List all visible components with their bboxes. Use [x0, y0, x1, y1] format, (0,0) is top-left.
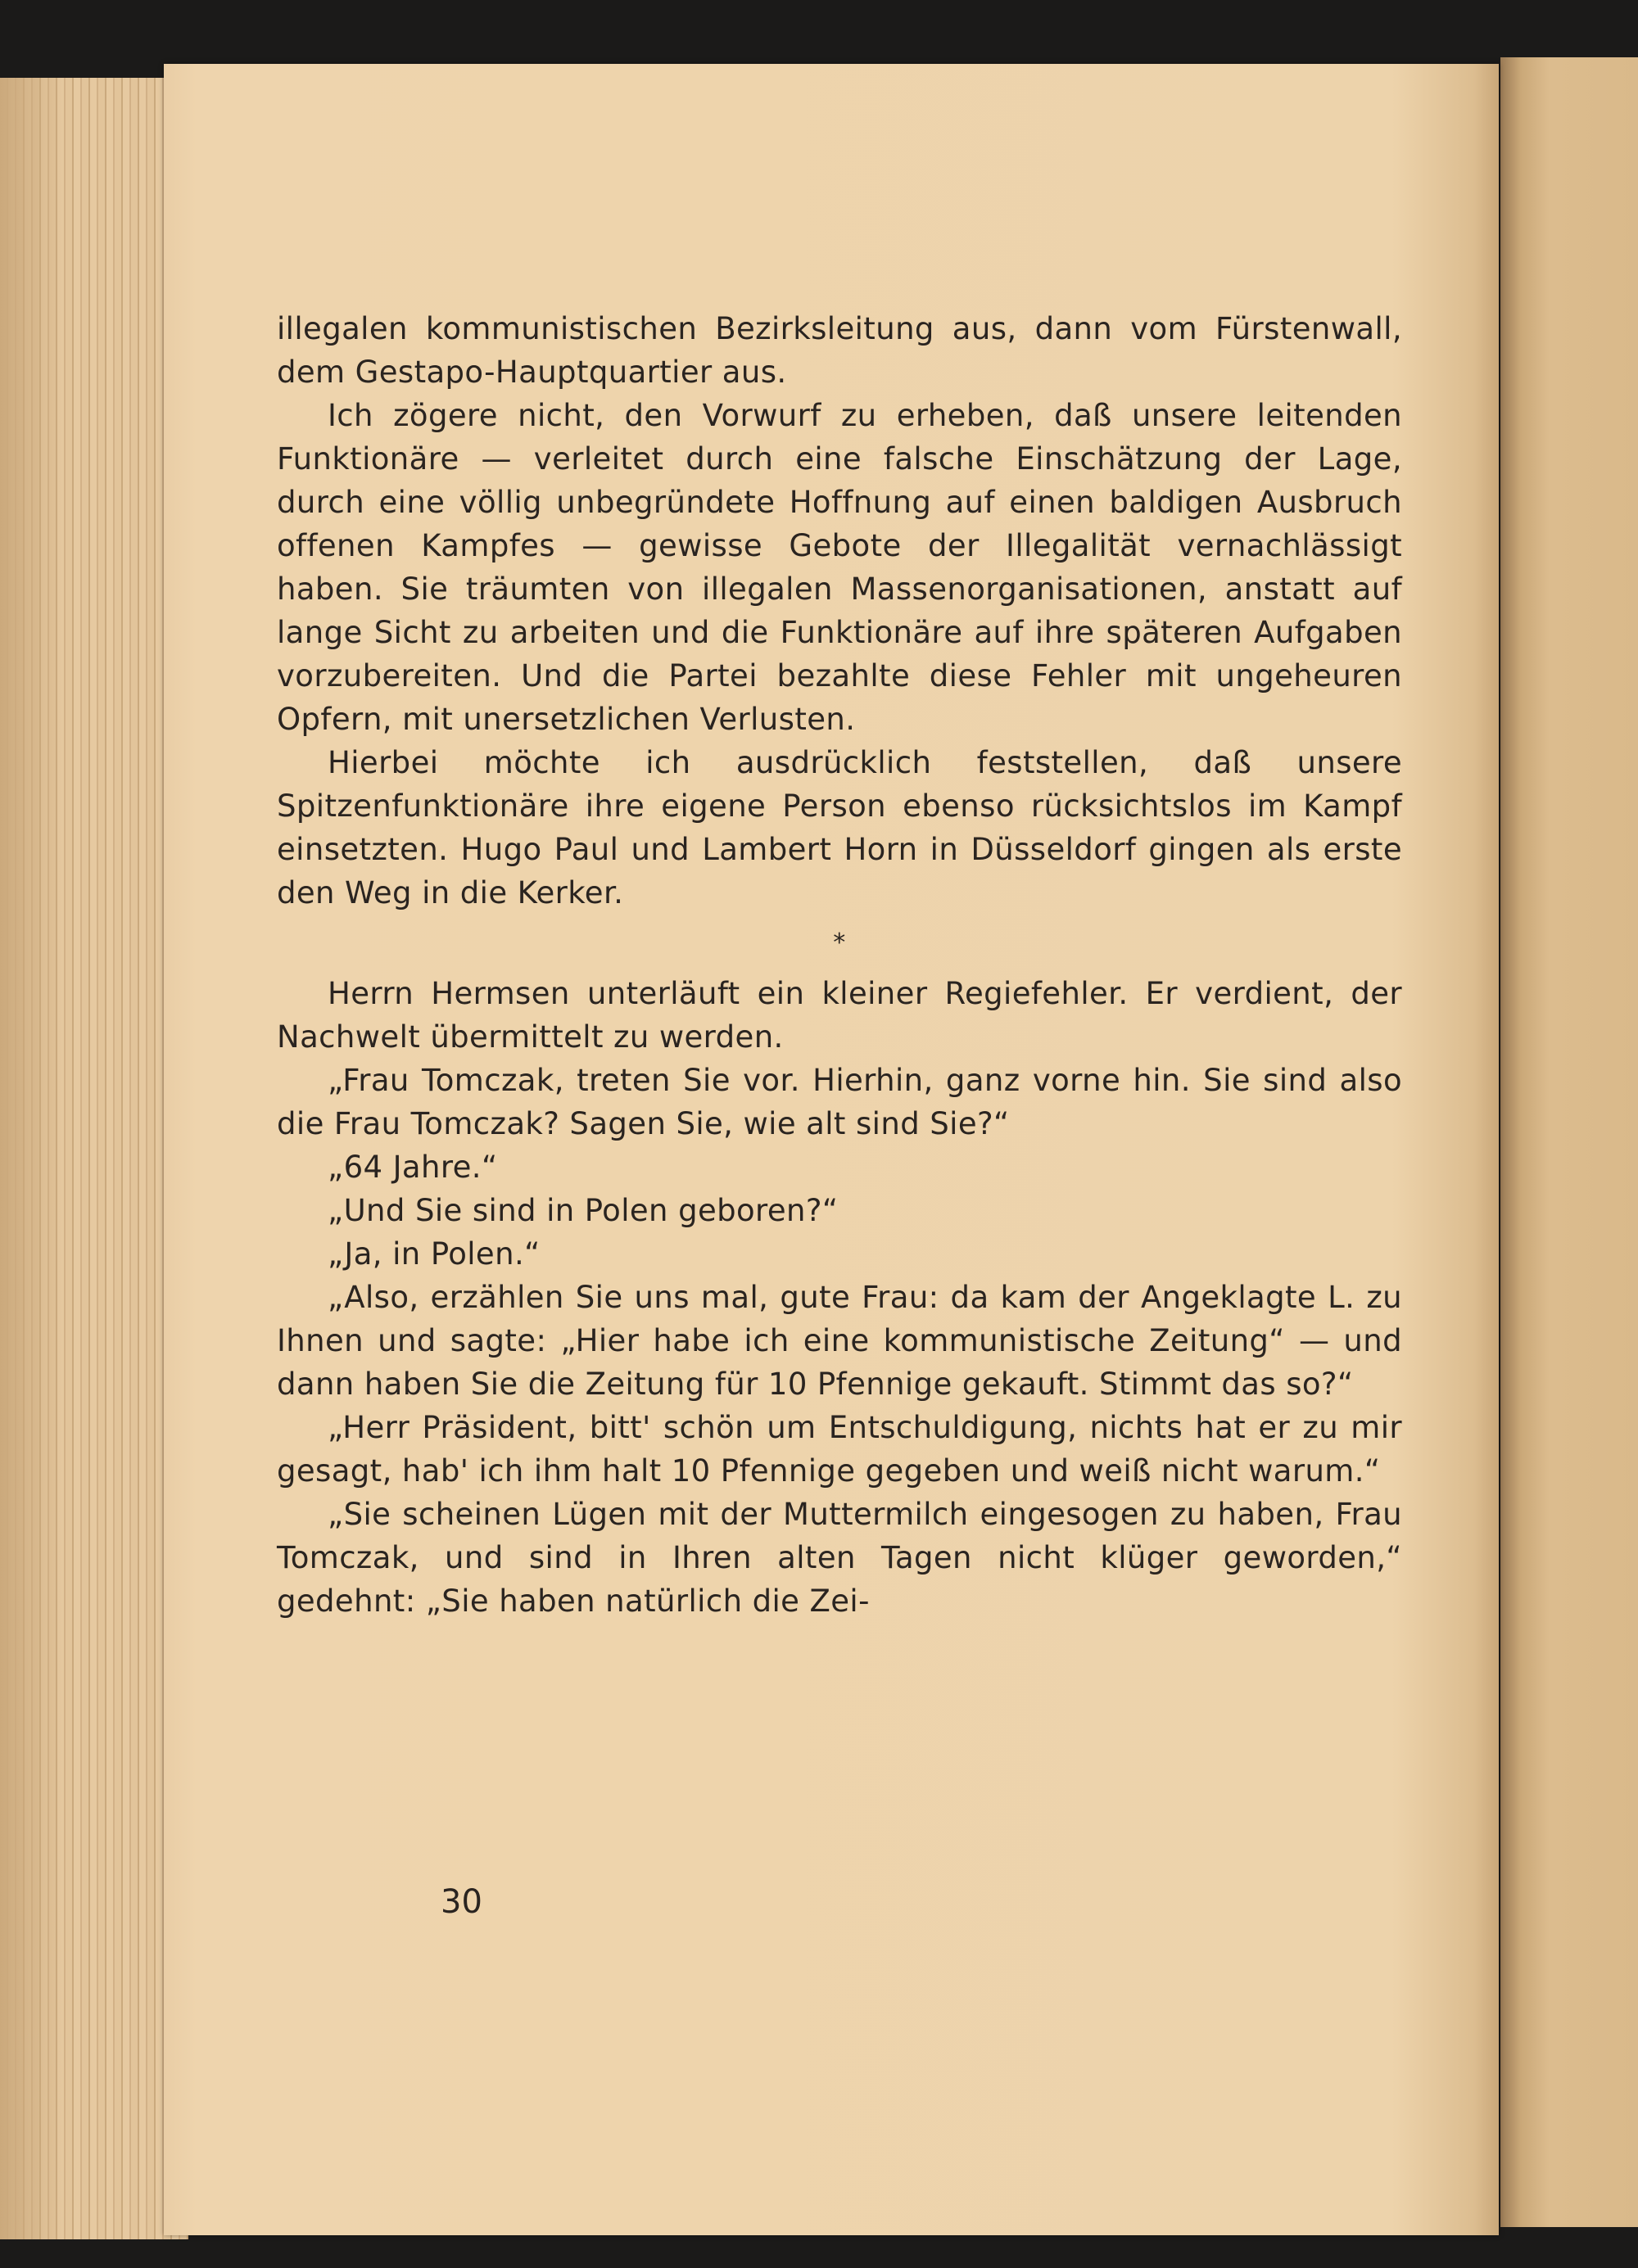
page-number: 30	[441, 1883, 482, 1921]
dialogue-line: „64 Jahre.“	[328, 1150, 498, 1185]
dialogue-line: „Und Sie sind in Polen geboren?“	[328, 1193, 839, 1228]
adjacent-page-edge	[1500, 57, 1638, 2227]
paragraph-hermsen: Herrn Hermsen unterläuft ein kleiner Regiefehler. Er verdient, der Nachwelt übermittelt zu werden.	[277, 976, 1402, 1055]
page-body-text	[277, 307, 1402, 1623]
section-separator: *	[833, 928, 846, 957]
paragraph-continuation: illegalen kommunistischen Bezirksleitung aus, dann vom Fürstenwall, dem Gestapo-Hauptquartier aus.	[277, 311, 1402, 390]
dialogue-line: „Ja, in Polen.“	[328, 1236, 541, 1272]
page-edges-shadow	[0, 78, 66, 2239]
dialogue-line: „Herr Präsident, bitt' schön um Entschuldigung, nichts hat er zu mir gesagt, hab' ich ihm halt 10 Pfennige gegeben und weiß nicht warum.“	[277, 1410, 1402, 1489]
paragraph-criticism: Ich zögere nicht, den Vorwurf zu erheben, daß unsere leitenden Funktionäre — verleitet durch eine falsche Einschätzung der Lage, durch eine völlig unbegründete Hoffnung auf einen baldigen Ausbruch offenen Kampfes — gewisse Gebote der Illegalität vernachlässigt haben. Sie träumten von illegalen Massenorganisationen, anstatt auf lange Sicht zu arbeiten und die Funktionäre auf ihre späteren Aufgaben vorzubereiten. Und die Partei bezahlte diese Fehler mit ungeheuren Opfern, mit unersetzlichen Verlusten.	[277, 398, 1402, 737]
dialogue-line: „Also, erzählen Sie uns mal, gute Frau: da kam der Angeklagte L. zu Ihnen und sagte: „Hier habe ich eine kommunistische Zeitung“ — und dann haben Sie die Zeitung für 10 Pfennige gekauft. Stimmt das so?“	[277, 1280, 1402, 1402]
paragraph-leaders: Hierbei möchte ich ausdrücklich feststellen, daß unsere Spitzenfunktionäre ihre eigene Person ebenso rücksichtslos im Kampf einsetzten. Hugo Paul und Lambert Horn in Düsseldorf gingen als erste den Weg in die Kerker.	[277, 745, 1402, 910]
dialogue-line: „Sie scheinen Lügen mit der Muttermilch eingesogen zu haben, Frau Tomczak, und sind in Ihren alten Tagen nicht klüger geworden,“ gedehnt: „Sie haben natürlich die Zei-	[277, 1497, 1402, 1619]
dialogue-line: „Frau Tomczak, treten Sie vor. Hierhin, ganz vorne hin. Sie sind also die Frau Tomczak? Sagen Sie, wie alt sind Sie?“	[277, 1063, 1402, 1141]
